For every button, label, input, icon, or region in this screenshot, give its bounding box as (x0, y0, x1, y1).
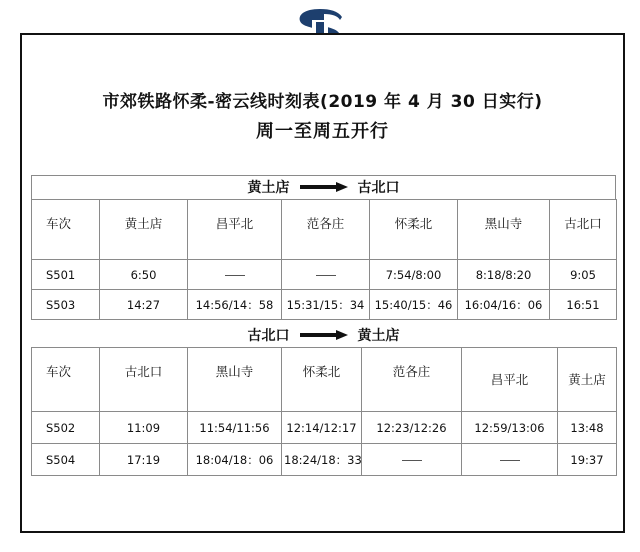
time-cell: 14:27 (100, 290, 188, 320)
no-stop-dash (402, 460, 422, 461)
time-cell: 11:09 (100, 412, 188, 444)
column-header: 黑山寺 (188, 348, 282, 412)
time-cell: 17:19 (100, 444, 188, 476)
time-cell: 14:56/14：58 (188, 290, 282, 320)
no-stop-cell (362, 444, 462, 476)
no-stop-cell (188, 260, 282, 290)
outbound-timetable (31, 199, 617, 320)
no-stop-cell (462, 444, 558, 476)
right-arrow-icon (300, 330, 348, 340)
outbound-route-header (31, 175, 616, 199)
table-row (32, 260, 617, 290)
column-header: 古北口 (550, 200, 617, 260)
outbound-destination: 古北口 (357, 180, 400, 196)
time-cell: 12:14/12:17 (282, 412, 362, 444)
time-cell: 16:51 (550, 290, 617, 320)
time-cell: 18:04/18：06 (188, 444, 282, 476)
table-row (32, 290, 617, 320)
outbound-origin: 黄土店 (247, 180, 290, 196)
time-cell: 12:23/12:26 (362, 412, 462, 444)
time-cell: 16:04/16：06 (458, 290, 550, 320)
table-row (32, 412, 617, 444)
column-header: 昌平北 (462, 348, 558, 412)
column-header: 怀柔北 (370, 200, 458, 260)
train-number: S501 (32, 260, 100, 290)
table-row (32, 444, 617, 476)
no-stop-dash (316, 275, 336, 276)
inbound-header-row (32, 348, 617, 412)
column-header: 昌平北 (188, 200, 282, 260)
time-cell: 13:48 (558, 412, 617, 444)
time-cell: 9:05 (550, 260, 617, 290)
column-header: 范各庄 (282, 200, 370, 260)
timetable-frame (20, 33, 625, 533)
column-header: 车次 (32, 348, 100, 412)
time-cell: 18:24/18：33 (282, 444, 362, 476)
no-stop-cell (282, 260, 370, 290)
time-cell: 15:40/15：46 (370, 290, 458, 320)
time-cell: 15:31/15：34 (282, 290, 370, 320)
column-header: 古北口 (100, 348, 188, 412)
right-arrow-icon (300, 182, 348, 192)
outbound-header-row (32, 200, 617, 260)
column-header: 范各庄 (362, 348, 462, 412)
timetable-subtitle: 周一至周五开行 (256, 121, 389, 142)
time-cell: 19:37 (558, 444, 617, 476)
train-number: S504 (32, 444, 100, 476)
time-cell: 8:18/8:20 (458, 260, 550, 290)
time-cell: 6:50 (100, 260, 188, 290)
inbound-route-header (31, 323, 616, 347)
column-header: 怀柔北 (282, 348, 362, 412)
inbound-timetable (31, 347, 617, 476)
column-header: 黄土店 (100, 200, 188, 260)
time-cell: 7:54/8:00 (370, 260, 458, 290)
no-stop-dash (225, 275, 245, 276)
column-header: 黄土店 (558, 348, 617, 412)
inbound-origin: 古北口 (247, 328, 290, 344)
time-cell: 11:54/11:56 (188, 412, 282, 444)
time-cell: 12:59/13:06 (462, 412, 558, 444)
column-header: 黑山寺 (458, 200, 550, 260)
inbound-destination: 黄土店 (357, 328, 400, 344)
train-number: S502 (32, 412, 100, 444)
train-number: S503 (32, 290, 100, 320)
timetable-title: 市郊铁路怀柔-密云线时刻表(2019 年 4 月 30 日实行) (102, 92, 543, 112)
column-header: 车次 (32, 200, 100, 260)
no-stop-dash (500, 460, 520, 461)
